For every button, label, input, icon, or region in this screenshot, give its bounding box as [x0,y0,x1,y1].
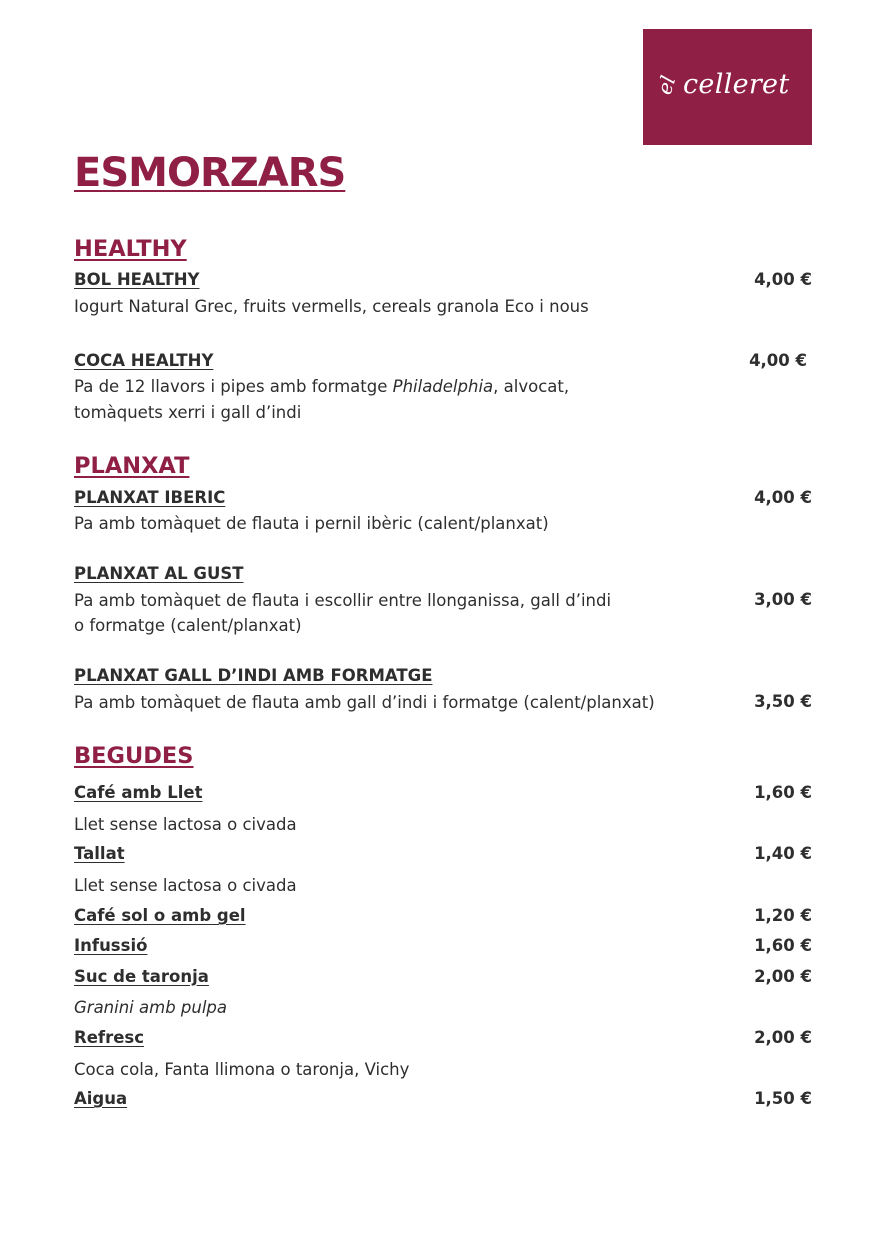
desc-text: , alvocat, [493,377,570,396]
item-name-planxat-gall-dindi: PLANXAT GALL D’INDI AMB FORMATGE [74,666,433,685]
item-name-planxat-iberic: PLANXAT IBERIC [74,488,226,507]
item-name-infussio: Infussió [74,936,148,955]
item-desc-planxat-al-gust-line2: o formatge (calent/planxat) [74,616,302,635]
item-desc-planxat-gall-dindi: Pa amb tomàquet de flauta amb gall d’indi i formatge (calent/planxat) [74,693,655,712]
item-price-infussio: 1,60 € [754,936,812,955]
item-name-aigua: Aigua [74,1089,128,1108]
item-price-tallat: 1,40 € [754,844,812,863]
item-desc-cafe-amb-llet: Llet sense lactosa o civada [74,815,297,834]
item-name-cafe-sol: Café sol o amb gel [74,906,246,925]
item-name-coca-healthy: COCA HEALTHY [74,351,214,370]
item-price-planxat-iberic: 4,00 € [754,488,812,507]
item-name-suc-de-taronja: Suc de taronja [74,967,209,986]
logo-prefix: el [651,72,681,98]
item-desc-coca-healthy-line2: tomàquets xerri i gall d’indi [74,403,302,422]
item-price-refresc: 2,00 € [754,1028,812,1047]
item-price-coca-healthy: 4,00 € [749,351,807,370]
item-name-bol-healthy: BOL HEALTHY [74,270,200,289]
item-price-cafe-amb-llet: 1,60 € [754,783,812,802]
desc-brand: Philadelphia [392,377,494,396]
item-desc-planxat-iberic: Pa amb tomàquet de flauta i pernil ibèric (calent/planxat) [74,514,549,533]
item-desc-planxat-al-gust-line1: Pa amb tomàquet de flauta i escollir entre llonganissa, gall d’indi [74,591,612,610]
celleret-logo [643,29,812,145]
item-name-refresc: Refresc [74,1028,145,1047]
item-name-planxat-al-gust: PLANXAT AL GUST [74,564,244,583]
item-price-suc-de-taronja: 2,00 € [754,967,812,986]
section-heading-begudes: BEGUDES [74,743,194,769]
item-desc-bol-healthy: Iogurt Natural Grec, fruits vermells, cereals granola Eco i nous [74,297,589,316]
item-desc-refresc: Coca cola, Fanta llimona o taronja, Vichy [74,1060,410,1079]
item-price-bol-healthy: 4,00 € [754,270,812,289]
item-desc-suc-de-taronja: Granini amb pulpa [74,998,228,1017]
page-title: ESMORZARS [74,150,346,196]
section-heading-healthy: HEALTHY [74,236,187,262]
item-name-tallat: Tallat [74,844,125,863]
item-desc-coca-healthy-line1 [74,374,569,400]
logo-name: celleret [683,69,790,100]
section-heading-planxat: PLANXAT [74,453,190,479]
item-price-planxat-gall-dindi: 3,50 € [754,692,812,711]
desc-text: Pa de 12 llavors i pipes amb formatge [74,377,393,396]
item-price-planxat-al-gust: 3,00 € [754,590,812,609]
item-name-cafe-amb-llet: Café amb Llet [74,783,203,802]
item-price-cafe-sol: 1,20 € [754,906,812,925]
item-desc-tallat: Llet sense lactosa o civada [74,876,297,895]
item-price-aigua: 1,50 € [754,1089,812,1108]
